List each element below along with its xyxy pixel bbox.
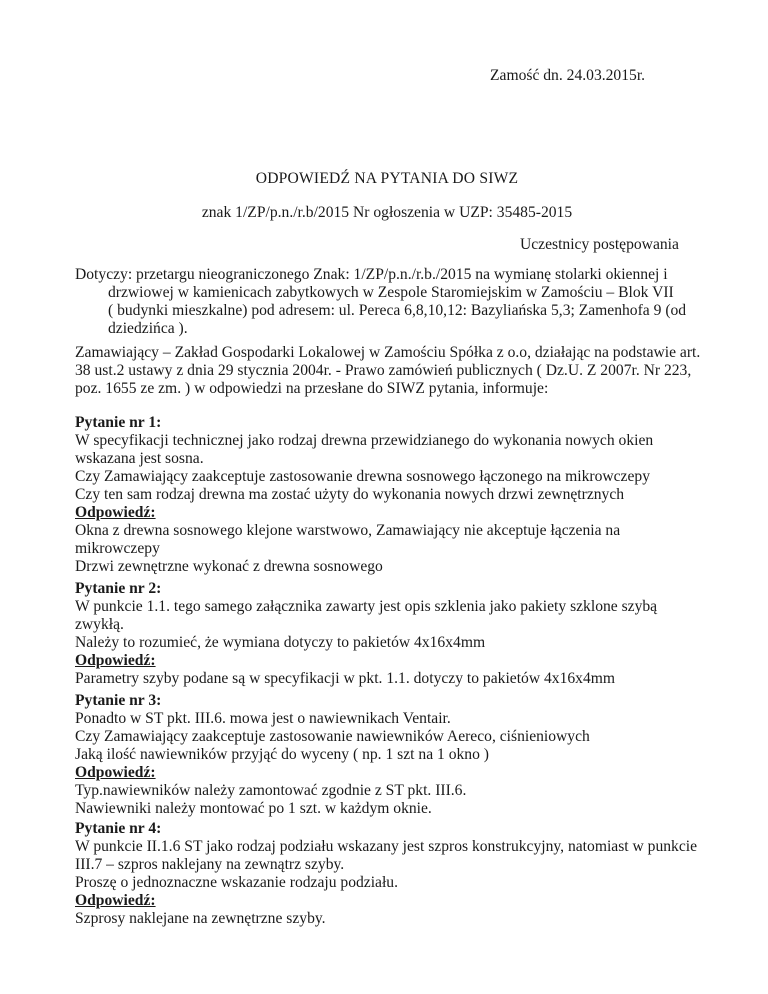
question-line: W punkcie II.1.6 ST jako rodzaj podziału wskazany jest szpros konstrukcyjny, natomiast w punkcie bbox=[75, 838, 698, 855]
question-label: Pytanie nr 1: bbox=[75, 414, 162, 431]
question-line: Jaką ilość nawiewników przyjąć do wyceny ( np. 1 szt na 1 okno ) bbox=[75, 746, 489, 763]
question-line: Czy Zamawiający zaakceptuje zastosowanie nawiewników Aereco, ciśnieniowych bbox=[75, 728, 590, 745]
question-line: wskazana jest sosna. bbox=[75, 450, 204, 467]
question-line: zwykłą. bbox=[75, 616, 124, 633]
intro-line: 38 ust.2 ustawy z dnia 29 stycznia 2004r. - Prawo zamówień publicznych ( Dz.U. Z 2007r. Nr 223, bbox=[75, 362, 692, 379]
answer-label: Odpowiedź: bbox=[75, 764, 156, 781]
intro-paragraph bbox=[75, 344, 715, 398]
intro-line: poz. 1655 ze zm. ) w odpowiedzi na przesłane do SIWZ pytania, informuje: bbox=[75, 380, 549, 397]
question-line: Należy to rozumieć, że wymiana dotyczy to pakietów 4x16x4mm bbox=[75, 634, 486, 651]
question-label: Pytanie nr 2: bbox=[75, 580, 162, 597]
subject-paragraph bbox=[75, 266, 715, 338]
reference-line: znak 1/ZP/p.n./r.b/2015 Nr ogłoszenia w UZP: 35485-2015 bbox=[201, 204, 573, 221]
question-section-4 bbox=[75, 820, 715, 928]
answer-line: Parametry szyby podane są w specyfikacji w pkt. 1.1. dotyczy to pakietów 4x16x4mm bbox=[75, 670, 616, 687]
subject-line: drzwiowej w kamienicach zabytkowych w Zespole Staromiejskim w Zamościu – Blok VII bbox=[108, 284, 674, 301]
recipient-line: Uczestnicy postępowania bbox=[520, 236, 679, 253]
question-line: III.7 – szpros naklejany na zewnątrz szyby. bbox=[75, 856, 345, 873]
answer-label: Odpowiedź: bbox=[75, 652, 156, 669]
question-line: W punkcie 1.1. tego samego załącznika zawarty jest opis szklenia jako pakiety szklone szybą bbox=[75, 598, 658, 615]
question-line: Czy ten sam rodzaj drewna ma zostać użyty do wykonania nowych drzwi zewnętrznych bbox=[75, 486, 625, 503]
answer-line: Typ.nawiewników należy zamontować zgodnie z ST pkt. III.6. bbox=[75, 782, 467, 799]
answer-label: Odpowiedź: bbox=[75, 892, 156, 909]
answer-line: Nawiewniki należy montować po 1 szt. w każdym oknie. bbox=[75, 800, 432, 817]
question-section-2 bbox=[75, 580, 715, 688]
question-label: Pytanie nr 3: bbox=[75, 692, 162, 709]
answer-line: Okna z drewna sosnowego klejone warstwowo, Zamawiający nie akceptuje łączenia na bbox=[75, 522, 621, 539]
question-line: Ponadto w ST pkt. III.6. mowa jest o nawiewnikach Ventair. bbox=[75, 710, 451, 727]
subject-line: dziedzińca ). bbox=[108, 320, 188, 337]
subject-line: ( budynki mieszkalne) pod adresem: ul. Pereca 6,8,10,12: Bazyliańska 5,3; Zamenhofa 9 (od bbox=[108, 302, 687, 319]
question-section-1 bbox=[75, 414, 715, 576]
question-line: Proszę o jednoznaczne wskazanie rodzaju podziału. bbox=[75, 874, 398, 891]
answer-line: mikrowczepy bbox=[75, 540, 160, 557]
question-line: W specyfikacji technicznej jako rodzaj drewna przewidzianego do wykonania nowych okien bbox=[75, 432, 654, 449]
intro-line: Zamawiający – Zakład Gospodarki Lokalowej w Zamościu Spółka z o.o, działając na podstawie art. bbox=[75, 344, 701, 361]
document-title: ODPOWIEDŹ NA PYTANIA DO SIWZ bbox=[255, 170, 519, 187]
question-line: Czy Zamawiający zaakceptuje zastosowanie drewna sosnowego łączonego na mikrowczepy bbox=[75, 468, 650, 485]
answer-line: Szprosy naklejane na zewnętrzne szyby. bbox=[75, 910, 326, 927]
answer-line: Drzwi zewnętrzne wykonać z drewna sosnowego bbox=[75, 558, 383, 575]
question-label: Pytanie nr 4: bbox=[75, 820, 162, 837]
subject-line: Dotyczy: przetargu nieograniczonego Znak: 1/ZP/p.n./r.b./2015 na wymianę stolarki okiennej i bbox=[75, 266, 668, 283]
question-section-3 bbox=[75, 692, 715, 818]
date-line: Zamość dn. 24.03.2015r. bbox=[490, 67, 646, 84]
answer-label: Odpowiedź: bbox=[75, 504, 156, 521]
